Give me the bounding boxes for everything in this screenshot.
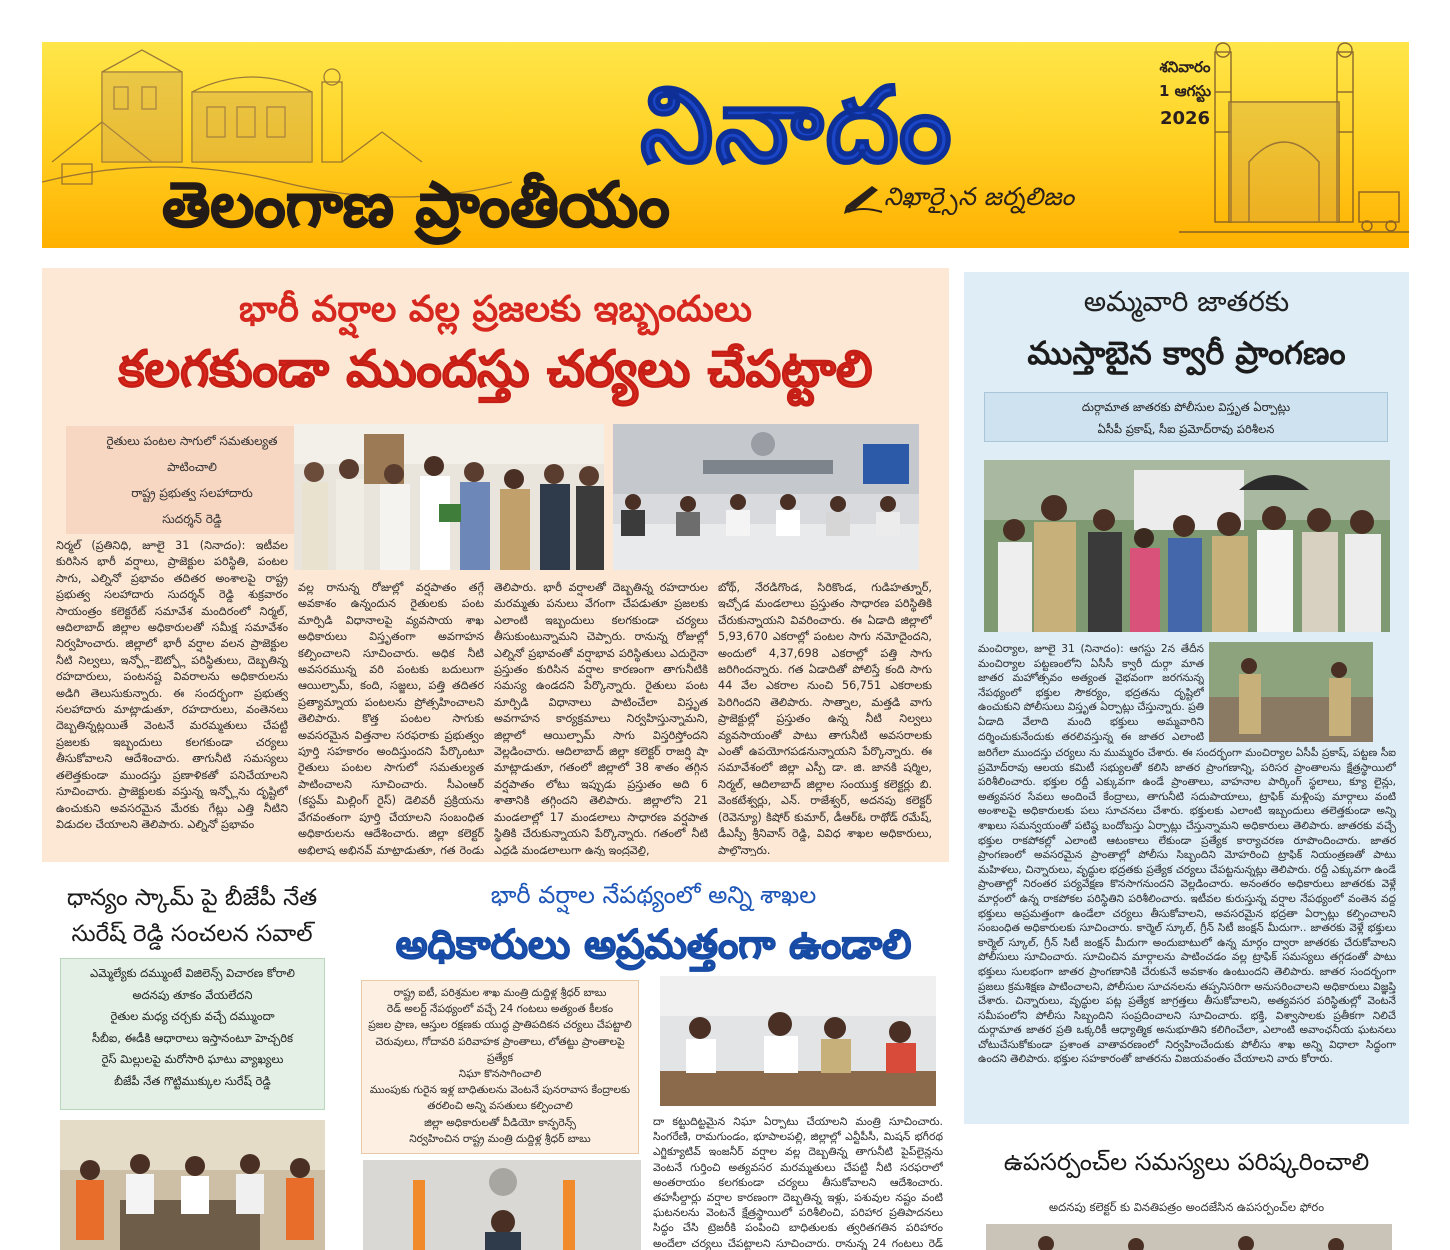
- charminar-illustration: [1179, 42, 1409, 248]
- video-conference-photo: [660, 976, 936, 1106]
- deck-line: నిఘా కొనసాగించాలి: [458, 1068, 542, 1081]
- lead-body-column-3: తెలిపారు. భారీ వర్షాలతో దెబ్బతిన్న రహదారుల మరమ్మతు పనులు వేగంగా చేపడుతూ ప్రజలకు ఎలాంటి ఇబ్బందులు కలగకుండా చర్యలు తీసుకుంటున్నామని చెప్పారు. రానున్న రోజుల్లో ఎల్నినో ప్రభావంతో వర్షాభావ పరిస్థితులు ఎదురైనా ప్రస్తుతం కురిసిన వర్షాల కారణంగా తాగునీటికి సమస్య ఉండదని పేర్కొన్నారు. రైతులు పంట మార్పిడి విధానాలు పాటించేలా విస్తృత అవగాహన కార్యక్రమాలు నిర్వహిస్తున్నామని, జిల్లాలో ఆయిల్పామ్ సాగు విస్తరిస్తోందని వెల్లడించారు. ఆదిలాబాద్ జిల్లా కలెక్టర్ రాజర్షి షా మాట్లాడుతూ, గతంలో జిల్లాలో 38 శాతం తగ్గిన వర్షపాతం లోటు ఇప్పుడు ప్రస్తుతం అది 6 శాతానికి తగ్గిందని తెలిపారు. జిల్లాలోని 21 మండలాల్లో 17 మండలాలు సాధారణ వర్షపాత స్థితికి చేరుకున్నాయని పేర్కొన్నారు. గతంలో నీటి ఎద్దడి మండలాలుగా ఉన్న ఇంద్రవెల్లి,: [494, 581, 708, 856]
- right-kicker: అమ్మవారి జాతరకు: [1083, 285, 1290, 318]
- deputy-sarpanch-story: [964, 1136, 1409, 1250]
- right-deck: [984, 392, 1388, 442]
- right-body-bottom: జరిగేలా ముందస్తు చర్యలు ను ముమ్మరం చేశారు. ఈ సందర్భంగా మంచిర్యాల ఏసీపీ ప్రకాష్, పట్టణ సీఐ ప్రమోద్‌రావు ఆలయ కమిటీ సభ్యులతో కలిసి జాతర ప్రాంగణాన్ని, పరిసర ప్రాంతాలను క్షేత్రస్థాయిలో పరిశీలించారు. భక్తుల రద్దీ ఎక్కువగా ఉండే ప్రాంతాలు, వాహనాల పార్కింగ్ స్థలాలు, క్యూ లైన్లు, అత్యవసర సేవలు అందించే కేంద్రాలు, తాగునీటి సదుపాయాలు, ట్రాఫిక్ మళ్లింపు మార్గాలు వంటి అంశాలపై అధికారులకు పలు సూచనలు చేశారు. భక్తులకు ఎలాంటి ఇబ్బందులు తలెత్తకుండా అన్ని శాఖలు సమన్వయంతో పటిష్ఠ బందోబస్తు ఏర్పాట్లు చేస్తున్నామని అధికారులు తెలిపారు. జాతరకు వచ్చే భక్తుల రాకపోకల్లో ఎలాంటి ఆటంకాలు లేకుండా ప్రత్యేక కార్యాచరణ రూపొందించారు. జాతర ప్రాంగణంలో అవసరమైన ప్రాంతాల్లో పోలీసు సిబ్బందిని మోహరించి ట్రాఫిక్ నియంత్రణతో పాటు మహిళలు, చిన్నారులు, వృద్ధుల భద్రతకు ప్రత్యేక చర్యలు చేపట్టనున్నట్లు తెలిపారు. రద్దీ ఎక్కువగా ఉండే ప్రాంతాల్లో నిరంతర పర్యవేక్షణ కొనసాగనుందని వెల్లడించారు. అనంతరం అధికారులు జాతరకు వెళ్లే మార్గంలో ఉన్న రాకపోకల పరిస్థితిని పరిశీలించారు. ఇటీవల కురుస్తున్న వర్షాల నేపథ్యంలో వంతెన వద్ద భక్తులు అప్రమత్తంగా ఉండేలా చర్యలు తీసుకోవాలని, అవసరమైన భద్రతా ఏర్పాట్లు కల్పించాలని సంబంధిత అధికారులకు సూచించారు. కార్మెల్ స్కూల్, గ్రీన్ సిటీ జంక్షన్ మీదుగా.. జాతరకు వెళ్లే భక్తులు కార్మెల్ స్కూల్, గ్రీన్ సిటీ జంక్షన్ మీదుగా అందుబాటులో ఉన్న మార్గం ద్వారా జాతరకు చేరుకోవాలని పోలీసులు సూచించారు. సూచించిన మార్గాలను పాటించడం వల్ల ట్రాఫిక్ సమస్యలు తగ్గడంతో పాటు భక్తులు సులభంగా జాతర ప్రాంగణానికి చేరుకునే అవకాశం ఉంటుందని తెలిపారు. జాతర సందర్భంగా ప్రజలు క్రమశిక్షణ పాటించాలని, పోలీసుల సూచనలను తప్పనిసరిగా అనుసరించాలని అధికారులు విజ్ఞప్తి చేశారు. చిన్నారులు, వృద్ధుల పట్ల ప్రత్యేక జాగ్రత్తలు తీసుకోవాలని, అత్యవసర పరిస్థితుల్లో వెంటనే సమీపంలోని పోలీసు సిబ్బందిని సంప్రదించాలని సూచించారు. భక్తి, విశ్వాసాలకు ప్రతీకగా నిలిచే దుర్గామాత జాతర ప్రతి ఒక్కరికీ ఆధ్యాత్మిక అనుభూతిని కలిగించేలా, ఎలాంటి అవాంఛనీయ ఘటనలు చోటుచేసుకోకుండా ప్రశాంత వాతావరణంలో నిర్వహించేందుకు పోలీసు శాఖ అన్ని విధాలా సిద్ధంగా ఉందని తెలిపారు. భక్తుల సహకారంతో జాతరను విజయవంతం చేయాలని వారు కోరారు.: [978, 747, 1396, 1066]
- issue-day: శనివారం: [1159, 58, 1211, 76]
- pull-quote: [66, 426, 318, 534]
- lead-headline: కలగకుండా ముందస్తు చర్యలు చేపట్టాలి: [118, 340, 873, 398]
- grain-scam-headline-line: ధాన్యం స్కామ్ పై బీజేపీ నేత: [66, 885, 318, 911]
- right-deck-line: దుర్గామాత జాతరకు పోలీసుల విస్తృత ఏర్పాట్లు: [1081, 400, 1291, 414]
- right-story: [964, 272, 1409, 1124]
- minister-desk-photo: [363, 1160, 641, 1250]
- petition-photo: [986, 1224, 1392, 1250]
- press-meet-photo: [60, 1120, 325, 1250]
- deck-line: రాష్ట్ర ఐటీ, పరిశ్రమల శాఖ మంత్రి దుద్దిళ్ల శ్రీధర్ బాబు: [393, 987, 607, 999]
- right-deck-line: ఏసీపీ ప్రకాష్, సీఐ ప్రమోద్‌రావు పరిశీలన: [1097, 422, 1275, 436]
- issue-year: 2026: [1159, 108, 1211, 129]
- issue-date-text: 1 ఆగస్టు: [1158, 82, 1212, 100]
- pull-quote-line: రాష్ట్ర ప్రభుత్వ సలహాదారు: [131, 486, 253, 500]
- lead-body-column-2: వల్ల రానున్న రోజుల్లో వర్షపాతం తగ్గే అవకాశం ఉన్నందున రైతులకు పంట మార్పిడి విధానాలపై వ్యవసాయ శాఖ అధికారులు విస్తృతంగా అవగాహన కల్పించాలని సూచించారు. అధిక నీటి అవసరమున్న వరి పంటకు బదులుగా ఆయిల్పామ్, కంది, సజ్జలు, పత్తి తదితర ప్రత్యామ్నాయ పంటలను ప్రోత్సహించాలని తెలిపారు. కొత్త పంటల సాగుకు అవసరమైన విత్తనాల సరఫరాకు ప్రభుత్వం పూర్తి సహకారం అందిస్తుందని పేర్కొంటూ రైతులు పంటల సాగులో సమతుల్యత పాటించాలని సూచించారు. సీఎంఆర్ (కస్టమ్ మిల్లింగ్ రైస్) డెలివరీ ప్రక్రియను వేగవంతంగా పూర్తి చేయాలని సంబంధిత అధికారులను ఆదేశించారు. జిల్లా కలెక్టర్ అభిలాష అభినవ్ మాట్లాడుతూ, గత రెండు: [298, 581, 484, 856]
- pull-quote-line: సుదర్శన్ రెడ్డి: [162, 512, 222, 526]
- deputy-sarpanch-headline: ఉపసర్పంచ్‌ల సమస్యలు పరిష్కరించాలి: [1003, 1148, 1370, 1176]
- conference-hall-photo: [613, 424, 919, 570]
- rain-alert-kicker: భారీ వర్షాల నేపథ్యంలో అన్ని శాఖల: [490, 881, 817, 909]
- deck-line: నిర్వహించిన రాష్ట్ర మంత్రి దుద్దిళ్ల శ్రీధర్ బాబు: [409, 1132, 591, 1145]
- masthead: [42, 42, 1409, 248]
- deck-point: బీజేపీ నేత గొట్టిముక్కుల సురేష్ రెడ్డి: [114, 1073, 271, 1088]
- deck-point: రైతుల మధ్య చర్చకు వచ్చే దమ్ముందా: [110, 1009, 275, 1023]
- pen-icon: [842, 176, 886, 216]
- rain-alert-headline: అధికారులు అప్రమత్తంగా ఉండాలి: [395, 922, 912, 968]
- pull-quote-line: రైతులు పంటల సాగులో సమతుల్యత: [106, 434, 278, 448]
- deck-point: ఎమ్మెల్యేకు దమ్ముంటే విజిలెన్స్ విచారణ కోరాలి: [90, 966, 295, 980]
- deck-point: రైస్ మిల్లులపై మరోసారి ఘాటు వ్యాఖ్యలు: [101, 1052, 284, 1066]
- deck-point: అదనపు తూకం వేయలేదని: [132, 987, 253, 1002]
- right-headline: ముస్తాబైన క్వారీ ప్రాంగణం: [1027, 334, 1346, 372]
- grain-scam-story: [42, 868, 342, 1250]
- newspaper-name: నినాదం: [640, 64, 954, 186]
- police-inspection-photo: [984, 460, 1390, 632]
- deck-point: సీబీఐ, ఈడీకి ఆధారాలు ఇస్తానంటూ హెచ్చరిక: [91, 1030, 294, 1045]
- rain-alert-deck: [361, 980, 639, 1154]
- deck-line: జిల్లా అధికారులతో వీడియో కాన్ఫరెన్స్: [424, 1116, 576, 1129]
- lead-body-column-1: నిర్మల్ (ప్రతినిధి, జూలై 31 (నినాదం): ఇటీవల కురిసిన భారీ వర్షాలు, ప్రాజెక్టుల పరిస్థితి, పంటల సాగు, ఎల్నినో ప్రభావం తదితర అంశాలపై రాష్ట్ర ప్రభుత్వ సలహాదారు సుదర్శన్ రెడ్డి శుక్రవారం సాయంత్రం కలెక్టరేట్ సమావేశ మందిరంలో నిర్మల్, ఆదిలాబాద్ జిల్లాల అధికారులతో సమీక్ష సమావేశం నిర్వహించారు. జిల్లాలో భారీ వర్షాల వలన ప్రాజెక్టుల నీటి నిల్వలు, ఇన్ఫ్లో–ఔట్ఫ్లో పరిస్థితులు, దెబ్బతిన్న రహదారులు, పంటనష్ట వివరాలను అధికారులను అడిగి తెలుసుకున్నారు. ఈ సందర్భంగా ప్రభుత్వ సలహాదారు మాట్లాడుతూ, రహదారులు, వంతెనలు దెబ్బతిన్నట్లయితే వెంటనే మరమ్మతులు చేపట్టి ప్రజలకు ఇబ్బందులు కలగకుండా చర్యలు తీసుకోవాలని ఆదేశించారు. తాగునీటి సమస్యలు తలెత్తకుండా ముందస్తు ప్రణాళికతో పనిచేయాలని సూచించారు. ప్రాజెక్టులకు వస్తున్న ఇన్ఫ్లోను దృష్టిలో ఉంచుకుని అవసరమైన మేరకు గేట్లు ఎత్తి నీటిని విడుదల చేయాలని తెలిపారు. ఎల్నినో ప్రభావం: [56, 539, 288, 831]
- lead-kicker: భారీ వర్షాల వల్ల ప్రజలకు ఇబ్బందులు: [239, 289, 752, 330]
- deputy-sarpanch-deck: అదనపు కలెక్టర్ కు వినతిపత్రం అందజేసిన ఉపసర్పంచ్‌ల ఫోరం: [1048, 1200, 1325, 1214]
- tagline: నిఖార్సైన జర్నలిజం: [884, 182, 1075, 211]
- deck-line: తరలించి అన్ని వసతులు కల్పించాలి: [427, 1100, 573, 1113]
- police-site-photo: [1209, 642, 1373, 742]
- grain-scam-deck: [60, 958, 325, 1110]
- grain-scam-headline: [42, 880, 342, 952]
- deck-line: చెరువులు, గోదావరి పరివాహక ప్రాంతాలు, లోతట్టు ప్రాంతాలపై ప్రత్యేక: [375, 1035, 625, 1064]
- deck-line: ముంపుకు గురైన ఇళ్ల బాధితులను వెంటనే పునరావాస కేంద్రాలకు: [369, 1084, 631, 1097]
- lead-story: [42, 268, 949, 862]
- rain-alert-body: దా కట్టుదిట్టమైన నిఘా ఏర్పాటు చేయాలని మంత్రి సూచించారు. సింగరేణి, రామగుండం, భూపాలపల్లి, జిల్లాల్లో ఎన్టీపీసీ, మిషన్ భగీరథ ఎగ్జిక్యూటివ్ ఇంజనీర్ వర్షాల వల్ల దెబ్బతిన్న తాగునీటి పైప్‌లైన్లను వెంటనే గుర్తించి అత్యవసర మరమ్మతులు చేపట్టి నీటి సరఫరాలో అంతరాయం కలగకుండా చర్యలు తీసుకోవాలని ఆదేశించారు. తహసీల్దార్లు వర్షాల కారణంగా దెబ్బతిన్న ఇళ్లు, పశువుల నష్టం వంటి ఘటనలను వెంటనే క్షేత్రస్థాయిలో పరిశీలించి, పరిహార ప్రతిపాదనలు సిద్ధం చేసి ట్రెజరీకి పంపించి బాధితులకు త్వరితగతిన పరిహారం అందేలా చర్యలు చేపట్టాలని సూచించారు. రానున్న 24 గంటలు రెడ్: [653, 1115, 943, 1250]
- pull-quote-line: పాటించాలి: [167, 460, 217, 474]
- rain-alert-story: [355, 868, 952, 1250]
- deck-line: రెడ్ అలర్ట్ నేపథ్యంలో వచ్చే 24 గంటలు అత్యంత కీలకం: [386, 1003, 614, 1016]
- meeting-photo-plant-gift: [294, 424, 604, 570]
- grain-scam-headline-line: సురేష్ రెడ్డి సంచలన సవాల్: [71, 921, 313, 947]
- deck-line: ప్రజల ప్రాణ, ఆస్తుల రక్షణకు యుద్ధ ప్రాతిపదికన చర్యలు చేపట్టాలి: [368, 1019, 632, 1032]
- lead-body-column-4: బోథ్, నేరడిగొండ, సిరికొండ, గుడిహత్నూర్, ఇచ్చోడ మండలాలు ప్రస్తుతం సాధారణ పరిస్థితికి చేరుకున్నాయని వివరించారు. ఈ ఏడాది జిల్లాలో 5,93,670 ఎకరాల్లో పంటల సాగు నమోదైందని, అందులో 4,37,698 ఎకరాల్లో పత్తి సాగు జరిగిందన్నారు. గత ఏడాదితో పోలిస్తే కంది సాగు 44 వేల ఎకరాల నుంచి 56,751 ఎకరాలకు పెరిగిందని తెలిపారు. సాత్నాల, మత్తడి వాగు ప్రాజెక్టుల్లో ప్రస్తుతం ఉన్న నీటి నిల్వలు వ్యవసాయంతో పాటు తాగునీటి అవసరాలకు ఎంతో ఉపయోగపడనున్నాయని పేర్కొన్నారు. ఈ సమావేశంలో జిల్లా ఎస్పీ డా. జి. జానకి షర్మిల, నిర్మల్, ఆదిలాబాద్ జిల్లాల సంయుక్త కలెక్టర్లు బి. వెంకటేశ్వర్లు, ఎన్. రాజేశ్వర్, అదనపు కలెక్టర్ (రెవెన్యూ) కిషోర్ కుమార్, డీఆర్ఓ రాథోడ్ రమేష్, డీఎస్పీ శ్రీనివాస్ రెడ్డి, వివిధ శాఖల అధికారులు, పాల్గొన్నారు.: [718, 581, 932, 856]
- right-body-top: మంచిర్యాల, జూలై 31 (నినాదం): ఆగస్టు 2న తేదీన మంచిర్యాల పట్టణంలోని ఏసీసీ క్వారీ దుర్గా మాత జాతర మహోత్సవం అత్యంత వైభవంగా జరగనున్న నేపథ్యంలో భక్తుల సౌకర్యం, భద్రతను దృష్టిలో ఉంచుకుని పోలీసులు విస్తృత ఏర్పాట్లు చేస్తున్నారు. ప్రతి ఏడాది వేలాది మంది భక్తులు అమ్మవారిని దర్శించుకునేందుకు తరలివస్తున్న ఈ జాతర ఎలాంటి: [978, 643, 1204, 743]
- edition-title: తెలంగాణ ప్రాంతీయం: [162, 168, 670, 241]
